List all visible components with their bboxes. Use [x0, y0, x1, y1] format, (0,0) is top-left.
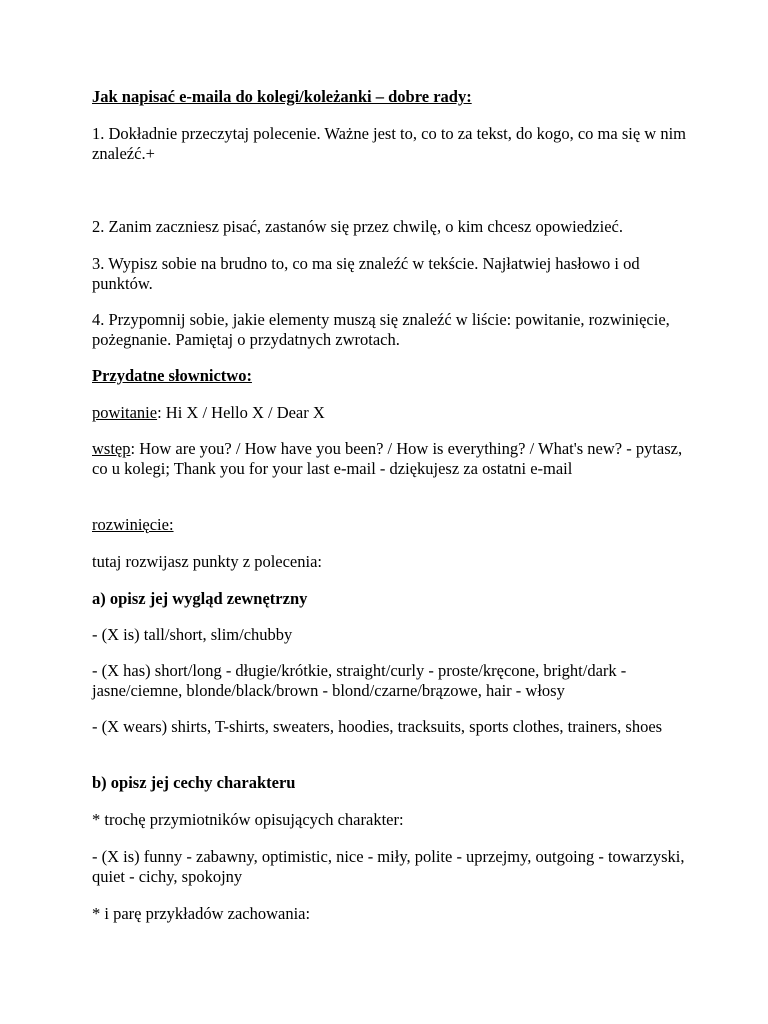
- greeting-term: powitanie: [92, 403, 158, 422]
- intro-text: : How are you? / How have you been? / How is everything? / What's new? - pytasz, co u kolegi; Thank you for your last e-mail - dziękujesz za ostatni e-mail: [92, 439, 683, 478]
- section-b-line-2: - (X is) funny - zabawny, optimistic, nice - miły, polite - uprzejmy, outgoing - towarzyski, quiet - cichy, spokojny: [92, 847, 685, 886]
- vocab-heading: Przydatne słownictwo:: [92, 366, 252, 385]
- tip-2: 2. Zanim zaczniesz pisać, zastanów się przez chwilę, o kim chcesz opowiedzieć.: [92, 217, 623, 236]
- body-intro: tutaj rozwijasz punkty z polecenia:: [92, 552, 323, 571]
- tip-1: 1. Dokładnie przeczytaj polecenie. Ważne jest to, co to za tekst, do kogo, co ma się w nim znaleźć.+: [92, 124, 687, 163]
- section-a-line-3: - (X wears) shirts, T-shirts, sweaters, hoodies, tracksuits, sports clothes, trainers, shoes: [92, 717, 663, 736]
- intro-term: wstęp: [92, 439, 131, 458]
- intro-line: [92, 439, 688, 479]
- greeting-text: : Hi X / Hello X / Dear X: [157, 403, 325, 422]
- section-b-line-1: * trochę przymiotników opisujących charakter:: [92, 810, 404, 829]
- tip-4: 4. Przypomnij sobie, jakie elementy muszą się znaleźć w liście: powitanie, rozwinięcie, pożegnanie. Pamiętaj o przydatnych zwrotach.: [92, 310, 670, 349]
- section-a-line-1: - (X is) tall/short, slim/chubby: [92, 625, 293, 644]
- section-a-heading: a) opisz jej wygląd zewnętrzny: [92, 589, 308, 608]
- document-title: Jak napisać e-maila do kolegi/koleżanki – dobre rady:: [92, 87, 472, 106]
- greeting-line: [92, 403, 688, 423]
- body-term: rozwinięcie:: [92, 515, 174, 534]
- section-b-heading: b) opisz jej cechy charakteru: [92, 773, 296, 792]
- tip-3: 3. Wypisz sobie na brudno to, co ma się znaleźć w tekście. Najłatwiej hasłowo i od punktów.: [92, 254, 640, 293]
- section-a-line-2: - (X has) short/long - długie/krótkie, straight/curly - proste/kręcone, bright/dark - jasne/ciemne, blonde/black/brown - blond/czarne/brązowe, hair - włosy: [92, 661, 627, 700]
- section-b-line-3: * i parę przykładów zachowania:: [92, 904, 311, 923]
